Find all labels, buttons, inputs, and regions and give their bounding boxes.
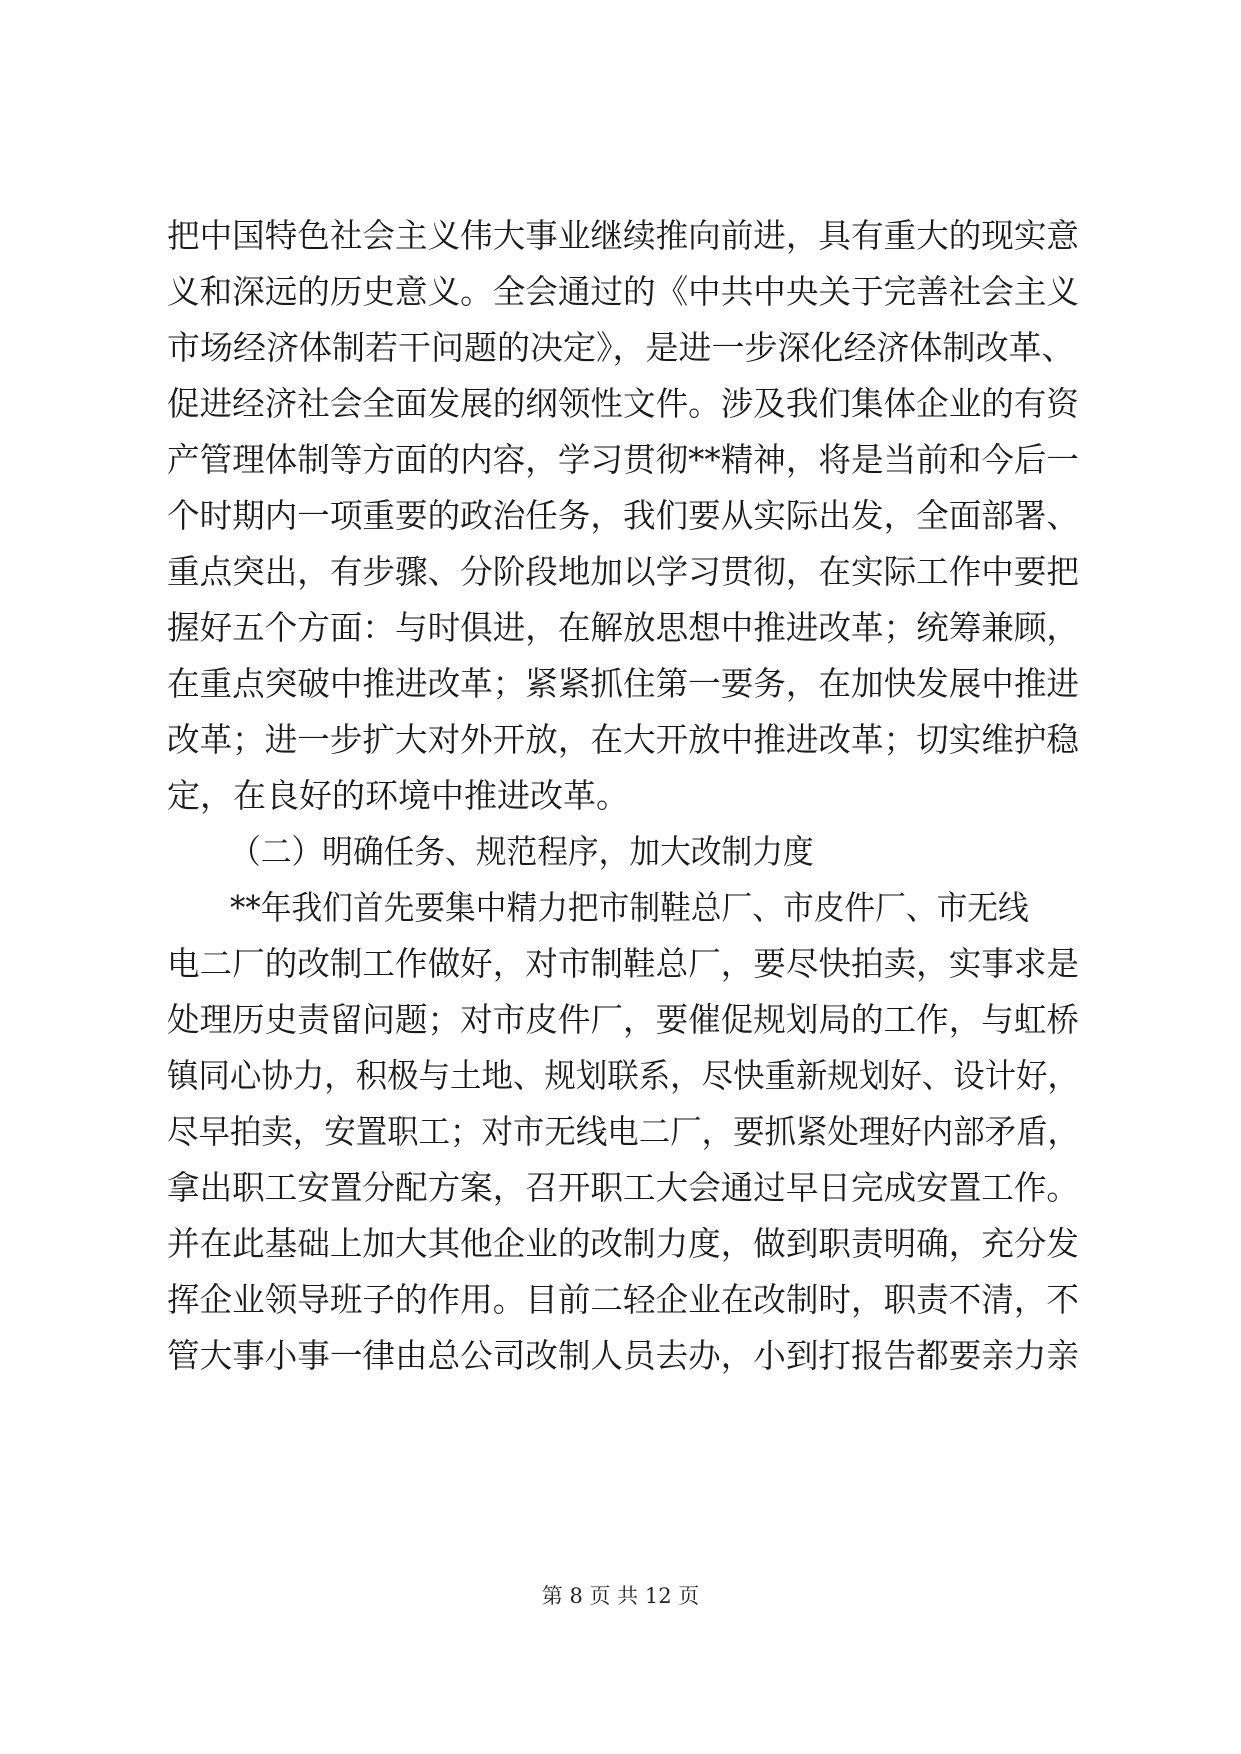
text-line: 义和深远的历史意义。全会通过的《中共中央关于完善社会主义 [167, 272, 1079, 311]
text-line: 重点突出，有步骤、分阶段地加以学习贯彻，在实际工作中要把 [167, 552, 1079, 591]
text-line: 镇同心协力，积极与土地、规划联系，尽快重新规划好、设计好， [167, 1056, 1079, 1095]
text-line: 定，在良好的环境中推进改革。 [167, 776, 629, 815]
text-line: 握好五个方面：与时俱进，在解放思想中推进改革；统筹兼顾， [167, 608, 1079, 647]
text-line: 处理历史责留问题；对市皮件厂，要催促规划局的工作，与虹桥 [167, 1000, 1079, 1039]
text-line: 在重点突破中推进改革；紧紧抓住第一要务，在加快发展中推进 [167, 664, 1079, 703]
text-line: 市场经济体制若干问题的决定》，是进一步深化经济体制改革、 [167, 328, 1075, 367]
text-line: 促进经济社会全面发展的纲领性文件。涉及我们集体企业的有资 [167, 384, 1079, 423]
page-number-footer: 第 8 页 共 12 页 [541, 1584, 700, 1608]
text-line: 拿出职工安置分配方案，召开职工大会通过早日完成安置工作。 [167, 1168, 1079, 1207]
text-line: 把中国特色社会主义伟大事业继续推向前进，具有重大的现实意 [167, 216, 1079, 255]
text-line: **年我们首先要集中精力把市制鞋总厂、市皮件厂、市无线 [230, 888, 1029, 927]
text-line: 尽早拍卖，安置职工；对市无线电二厂，要抓紧处理好内部矛盾， [167, 1112, 1079, 1151]
text-line: 电二厂的改制工作做好，对市制鞋总厂，要尽快拍卖，实事求是 [167, 944, 1079, 983]
text-line: 挥企业领导班子的作用。目前二轻企业在改制时，职责不清，不 [167, 1280, 1079, 1319]
text-line: 改革；进一步扩大对外开放，在大开放中推进改革；切实维护稳 [167, 720, 1079, 759]
text-line: 并在此基础上加大其他企业的改制力度，做到职责明确，充分发 [167, 1224, 1079, 1263]
text-line: 个时期内一项重要的政治任务，我们要从实际出发，全面部署、 [167, 496, 1079, 535]
section-heading: （二）明确任务、规范程序，加大改制力度 [230, 832, 814, 871]
text-line: 管大事小事一律由总公司改制人员去办，小到打报告都要亲力亲 [167, 1336, 1079, 1375]
text-line: 产管理体制等方面的内容，学习贯彻**精神，将是当前和今后一 [167, 440, 1079, 479]
